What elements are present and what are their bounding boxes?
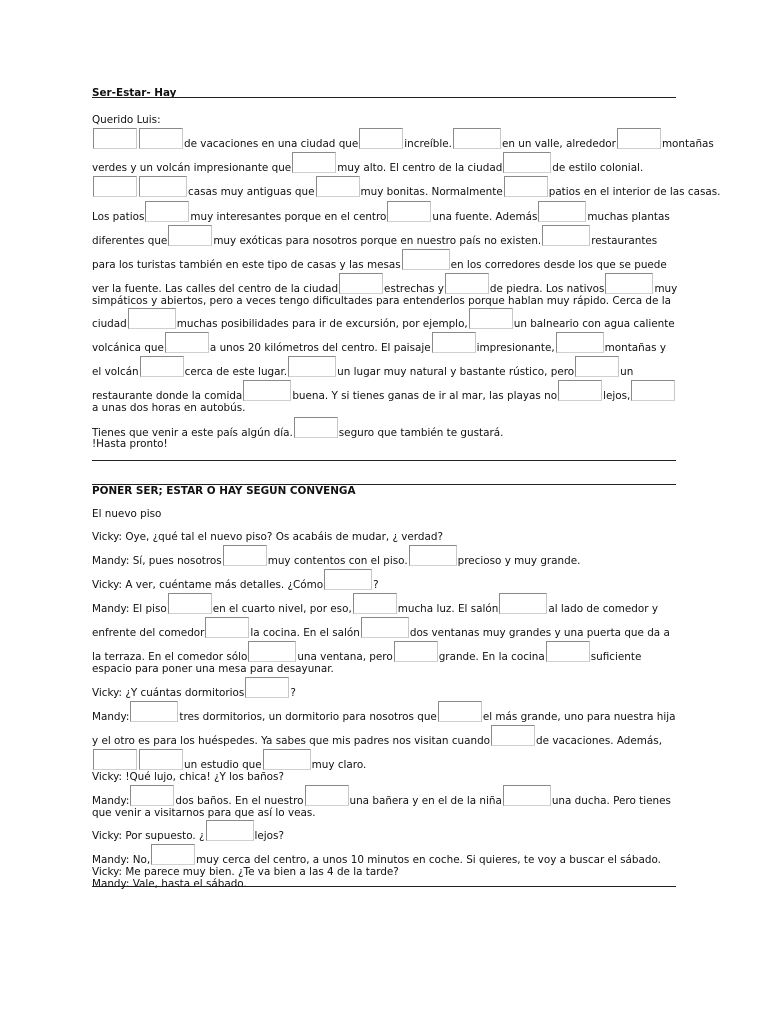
line-text: suficiente (590, 651, 642, 663)
answer-blank[interactable] (305, 803, 349, 804)
answer-blank[interactable] (546, 659, 590, 660)
line-text: Mandy: Sí, pues nosotros (92, 555, 222, 567)
line-text: buena. Y si tienes ganas de ir al mar, las playas no (292, 390, 558, 402)
answer-blank[interactable] (248, 659, 296, 660)
line-text: ? (290, 687, 296, 699)
answer-blank[interactable] (139, 194, 187, 195)
answer-blank[interactable] (504, 194, 548, 195)
answer-blank[interactable] (503, 170, 551, 171)
section1-line (92, 186, 720, 198)
answer-blank[interactable] (324, 587, 372, 588)
answer-blank[interactable] (128, 326, 176, 327)
answer-blank[interactable] (93, 194, 137, 195)
answer-blank[interactable] (617, 146, 661, 147)
line-text: un balneario con agua caliente (513, 318, 675, 330)
line-text: un (620, 366, 634, 378)
section1-line (92, 162, 643, 174)
section1-line (92, 366, 633, 378)
title-underline (92, 97, 676, 98)
section1-line (92, 235, 657, 247)
section1-line (92, 295, 671, 307)
line-text: Mandy: (92, 795, 130, 807)
line-text: de estilo colonial. (552, 162, 644, 174)
section2-line (92, 807, 316, 819)
dialogue-subtitle: El nuevo piso (92, 508, 162, 520)
answer-blank[interactable] (542, 243, 590, 244)
answer-blank[interactable] (469, 326, 513, 327)
answer-blank[interactable] (575, 374, 619, 375)
answer-blank[interactable] (438, 719, 482, 720)
line-text: simpáticos y abiertos, pero a veces tengo dificultades para entenderlos porque hablan muy rápido. Cerca de la (92, 295, 671, 307)
answer-blank[interactable] (93, 767, 137, 768)
line-text: impresionante, (476, 342, 555, 354)
answer-blank[interactable] (316, 194, 360, 195)
section2-line (92, 759, 366, 771)
section1-line (92, 402, 245, 414)
answer-blank[interactable] (503, 803, 551, 804)
letter-greeting: Querido Luis: (92, 114, 161, 126)
answer-blank[interactable] (558, 398, 602, 399)
section2-line (92, 555, 580, 567)
section2-title: PONER SER; ESTAR O HAY SEGÚN CONVENGA (92, 485, 356, 497)
line-text: Tienes que venir a este país algún día. (92, 427, 293, 439)
line-text: grande. En la cocina (438, 651, 545, 663)
answer-blank[interactable] (206, 838, 254, 839)
line-text: muchas plantas (587, 211, 670, 223)
answer-blank[interactable] (353, 611, 397, 612)
section2-line (92, 866, 399, 878)
answer-blank[interactable] (165, 350, 209, 351)
line-text: volcánica que (92, 342, 164, 354)
line-text: al lado de comedor y (548, 603, 658, 615)
answer-blank[interactable] (294, 435, 338, 436)
line-text: a unos 20 kilómetros del centro. El paisaje (209, 342, 431, 354)
answer-blank[interactable] (361, 635, 409, 636)
line-text: seguro que también te gustará. (338, 427, 504, 439)
section2-line (92, 579, 379, 591)
line-text: de piedra. Los nativos (489, 283, 605, 295)
line-text: precioso y muy grande. (457, 555, 581, 567)
answer-blank[interactable] (556, 350, 604, 351)
line-text: cerca de este lugar. (184, 366, 288, 378)
answer-blank[interactable] (605, 291, 653, 292)
section2-line (92, 603, 658, 615)
line-text: estrechas y (384, 283, 444, 295)
line-text: verdes y un volcán impresionante que (92, 162, 292, 174)
line-text: restaurante donde la comida (92, 390, 243, 402)
answer-blank[interactable] (432, 350, 476, 351)
line-text: una fuente. Además (432, 211, 538, 223)
line-text: una ventana, pero (297, 651, 393, 663)
line-text: ? (373, 579, 379, 591)
answer-blank[interactable] (499, 611, 547, 612)
answer-blank[interactable] (387, 219, 431, 220)
section2-line (92, 627, 670, 639)
line-text: lejos, (603, 390, 631, 402)
answer-blank[interactable] (491, 743, 535, 744)
line-text: restaurantes (591, 235, 658, 247)
line-text: patios en el interior de las casas. (548, 186, 721, 198)
line-text: a unas dos horas en autobús. (92, 402, 246, 414)
bottom-rule (92, 886, 676, 887)
answer-blank[interactable] (139, 767, 183, 768)
section2-line (92, 651, 641, 663)
line-text: muy interesantes porque en el centro (190, 211, 387, 223)
answer-blank[interactable] (292, 170, 336, 171)
line-text: y el otro es para los huéspedes. Ya sabes que mis padres nos visitan cuando (92, 735, 491, 747)
answer-blank[interactable] (93, 146, 137, 147)
answer-blank[interactable] (130, 803, 174, 804)
line-text: muy claro. (311, 759, 367, 771)
line-text: muy exóticas para nosotros porque en nuestro país no existen. (213, 235, 542, 247)
section1-line (92, 390, 676, 402)
line-text: ciudad (92, 318, 127, 330)
line-text: muy contentos con el piso. (267, 555, 408, 567)
line-text: un lugar muy natural y bastante rústico, pero (337, 366, 575, 378)
line-text: la cocina. En el salón (250, 627, 360, 639)
line-text: Vicky: A ver, cuéntame más detalles. ¿Cómo (92, 579, 324, 591)
section1-line (92, 138, 714, 150)
answer-blank[interactable] (205, 635, 249, 636)
answer-blank[interactable] (339, 291, 383, 292)
answer-blank[interactable] (394, 659, 438, 660)
section1-line (92, 342, 666, 354)
line-text: un estudio que (184, 759, 262, 771)
line-text: en un valle, alrededor (501, 138, 616, 150)
section1-line (92, 211, 670, 223)
line-text: montañas y (604, 342, 666, 354)
line-text: el más grande, uno para nuestra hija (482, 711, 676, 723)
answer-blank[interactable] (359, 146, 403, 147)
section2-line (92, 771, 284, 783)
answer-blank[interactable] (631, 398, 675, 399)
line-text: mucha luz. El salón (397, 603, 499, 615)
answer-blank[interactable] (151, 862, 195, 863)
answer-blank[interactable] (288, 374, 336, 375)
line-text: Vicky: Por supuesto. ¿ (92, 830, 205, 842)
answer-blank[interactable] (130, 719, 178, 720)
answer-blank[interactable] (139, 146, 183, 147)
answer-blank[interactable] (168, 611, 212, 612)
line-text: Vicky: Me parece muy bien. ¿Te va bien a las 4 de la tarde? (92, 866, 399, 878)
line-text: muy (654, 283, 678, 295)
line-text: muy alto. El centro de la ciudad (337, 162, 503, 174)
section2-line (92, 663, 334, 675)
section1-line (92, 259, 667, 271)
line-text: una bañera y en el de la niña (349, 795, 502, 807)
line-text: increíble. (404, 138, 452, 150)
line-text: que venir a visitarnos para que así lo veas. (92, 807, 316, 819)
line-text: el volcán (92, 366, 139, 378)
section-divider (92, 460, 676, 461)
line-text: Mandy: Vale, hasta el sábado. (92, 878, 247, 890)
line-text: casas muy antiguas que (188, 186, 315, 198)
line-text: espacio para poner una mesa para desayunar. (92, 663, 334, 675)
answer-blank[interactable] (402, 267, 450, 268)
line-text: Vicky: Oye, ¿qué tal el nuevo piso? Os acabáis de mudar, ¿ verdad? (92, 531, 443, 543)
answer-blank[interactable] (145, 219, 189, 220)
line-text: para los turistas también en este tipo de casas y las mesas (92, 259, 401, 271)
line-text: !Hasta pronto! (92, 438, 168, 450)
section2-line (92, 687, 296, 699)
section2-line (92, 854, 661, 866)
line-text: Mandy: No, (92, 854, 151, 866)
section2-line (92, 711, 676, 723)
answer-blank[interactable] (263, 767, 311, 768)
section1-line (92, 318, 675, 330)
line-text: tres dormitorios, un dormitorio para nosotros que (179, 711, 437, 723)
line-text: en el cuarto nivel, por eso, (212, 603, 352, 615)
line-text: lejos? (254, 830, 284, 842)
answer-blank[interactable] (453, 146, 501, 147)
line-text: montañas (661, 138, 714, 150)
line-text: muchas posibilidades para ir de excursión, por ejemplo, (176, 318, 468, 330)
line-text: Los patios (92, 211, 145, 223)
line-text: diferentes que (92, 235, 168, 247)
section2-line (92, 795, 671, 807)
section2-line (92, 878, 247, 890)
line-text: de vacaciones en una ciudad que (184, 138, 359, 150)
line-text: dos ventanas muy grandes y una puerta que da a (409, 627, 670, 639)
line-text: Mandy: (92, 711, 130, 723)
answer-blank[interactable] (445, 291, 489, 292)
line-text: la terraza. En el comedor sólo (92, 651, 248, 663)
answer-blank[interactable] (243, 398, 291, 399)
line-text: muy cerca del centro, a unos 10 minutos en coche. Si quieres, te voy a buscar el sábado. (196, 854, 661, 866)
section1-line (92, 283, 677, 295)
answer-blank[interactable] (140, 374, 184, 375)
section2-line (92, 735, 662, 747)
section1-title: Ser-Estar- Hay (92, 87, 177, 99)
line-text: Vicky: ¿Y cuántas dormitorios (92, 687, 245, 699)
line-text: ver la fuente. Las calles del centro de la ciudad (92, 283, 339, 295)
line-text: enfrente del comedor (92, 627, 205, 639)
section1-line (92, 438, 168, 450)
answer-blank[interactable] (245, 695, 289, 696)
line-text: dos baños. En el nuestro (175, 795, 304, 807)
line-text: en los corredores desde los que se puede (450, 259, 667, 271)
answer-blank[interactable] (409, 563, 457, 564)
line-text: de vacaciones. Además, (536, 735, 662, 747)
line-text: Mandy: El piso (92, 603, 167, 615)
answer-blank[interactable] (168, 243, 212, 244)
line-text: una ducha. Pero tienes (551, 795, 671, 807)
section2-line (92, 830, 284, 842)
section2-line (92, 531, 443, 543)
answer-blank[interactable] (538, 219, 586, 220)
line-text: Vicky: !Qué lujo, chica! ¿Y los baños? (92, 771, 284, 783)
line-text: muy bonitas. Normalmente (360, 186, 503, 198)
answer-blank[interactable] (223, 563, 267, 564)
